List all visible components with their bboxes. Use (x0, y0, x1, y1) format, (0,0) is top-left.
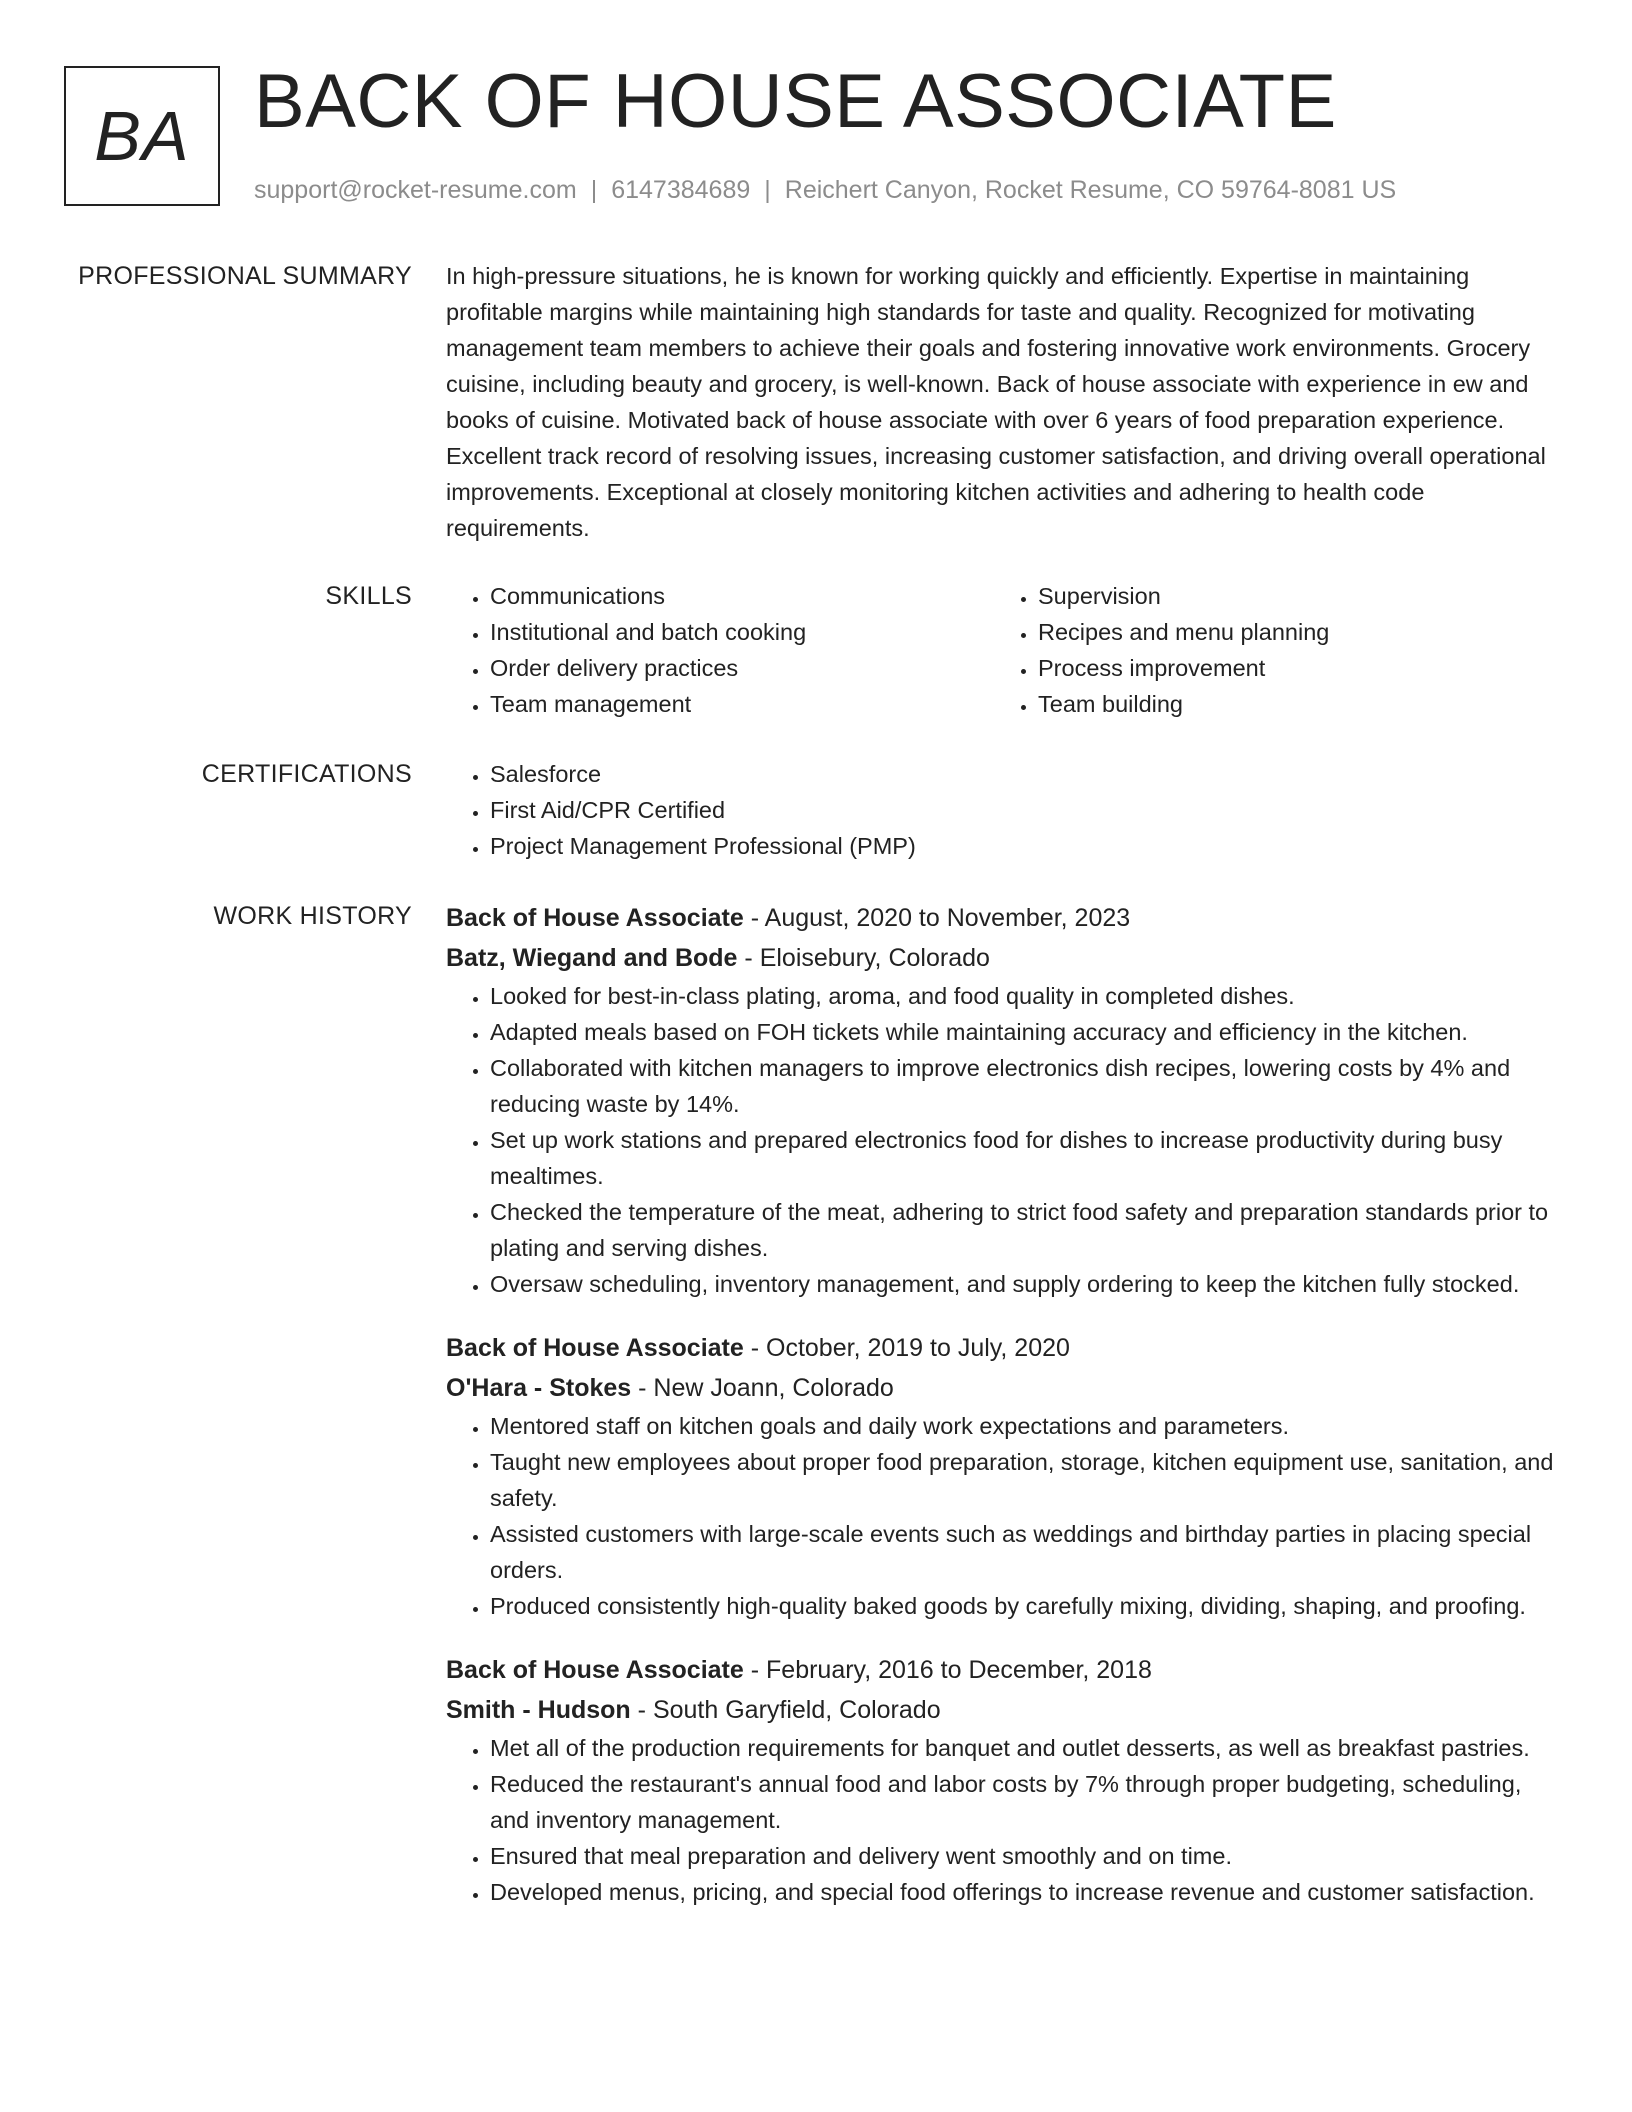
list-item: • Adapted meals based on FOH tickets while maintaining accuracy and efficiency in the kitchen. (490, 1014, 1566, 1050)
list-item: • Project Management Professional (PMP) (490, 828, 1566, 864)
list-item: • Reduced the restaurant's annual food and labor costs by 7% through proper budgeting, scheduling, and inventory management. (490, 1766, 1566, 1838)
list-item: • Oversaw scheduling, inventory management, and supply ordering to keep the kitchen fully stocked. (490, 1266, 1566, 1302)
list-item: • Assisted customers with large-scale events such as weddings and birthday parties in placing special orders. (490, 1516, 1566, 1588)
list-item: • Communications (490, 578, 994, 614)
job-title-line (446, 1328, 1566, 1368)
job-entry (446, 898, 1566, 1302)
list-item: • Looked for best-in-class plating, aroma, and food quality in completed dishes. (490, 978, 1566, 1014)
job-company: O'Hara - Stokes (446, 1374, 632, 1402)
monogram-initials: BA (94, 97, 190, 175)
job-bullets (446, 1408, 1566, 1624)
list-item: • First Aid/CPR Certified (490, 792, 1566, 828)
work-history-body (446, 898, 1566, 1910)
job-dates: October, 2019 to July, 2020 (766, 1334, 1070, 1362)
job-location: Eloisebury, Colorado (759, 944, 990, 972)
list-item: • Developed menus, pricing, and special food offerings to increase revenue and customer satisfaction. (490, 1874, 1566, 1910)
job-company: Batz, Wiegand and Bode (446, 944, 738, 972)
section-label-work-history: WORK HISTORY (213, 902, 412, 930)
job-title: Back of House Associate (446, 1656, 744, 1684)
list-item: • Collaborated with kitchen managers to improve electronics dish recipes, lowering costs by 4% and reducing waste by 14%. (490, 1050, 1566, 1122)
job-location: South Garyfield, Colorado (652, 1696, 941, 1724)
summary-text: In high-pressure situations, he is known for working quickly and efficiently. Expertise in maintaining profitable margins while maintaining high standards for taste and quality. Recognized for motivating management team members to achieve their goals and fostering innovative work environments. Grocery cuisine, including beauty and grocery, is well-known. Back of house associate with experience in ew and books of cuisine. Motivated back of house associate with over 6 years of food preparation experience. Excellent track record of resolving issues, increasing customer satisfaction, and driving overall operational improvements. Exceptional at closely monitoring kitchen activities and adhering to health code requirements. (446, 263, 1546, 541)
job-dates: February, 2016 to December, 2018 (766, 1656, 1152, 1684)
job-company-line (446, 1690, 1566, 1730)
list-item: • Process improvement (1038, 650, 1542, 686)
contact-separator: | (590, 176, 598, 204)
contact-line (254, 172, 1396, 208)
section-label-summary: PROFESSIONAL SUMMARY (78, 262, 412, 290)
resume-title: BACK OF HOUSE ASSOCIATE (254, 59, 1337, 144)
job-company-line (446, 1368, 1566, 1408)
list-item: • Set up work stations and prepared electronics food for dishes to increase productivity during busy mealtimes. (490, 1122, 1566, 1194)
list-item: • Checked the temperature of the meat, adhering to strict food safety and preparation standards prior to plating and serving dishes. (490, 1194, 1566, 1266)
list-item: • Supervision (1038, 578, 1542, 614)
summary-body (446, 258, 1566, 546)
job-entry (446, 1650, 1566, 1910)
job-bullets (446, 1730, 1566, 1910)
skills-body (446, 578, 1566, 722)
job-title-line (446, 1650, 1566, 1690)
job-title-line (446, 898, 1566, 938)
job-dash: - (743, 1656, 767, 1684)
job-dash: - (737, 944, 760, 972)
job-entry (446, 1328, 1566, 1624)
list-item: • Recipes and menu planning (1038, 614, 1542, 650)
list-item: • Ensured that meal preparation and delivery went smoothly and on time. (490, 1838, 1566, 1874)
section-label-certifications: CERTIFICATIONS (201, 760, 412, 788)
list-item: • Order delivery practices (490, 650, 994, 686)
list-item: • Institutional and batch cooking (490, 614, 994, 650)
contact-address: Reichert Canyon, Rocket Resume, CO 59764-8081 US (784, 176, 1397, 204)
section-label-skills: SKILLS (325, 582, 412, 610)
job-title: Back of House Associate (446, 904, 744, 932)
contact-phone: 6147384689 (611, 176, 751, 204)
skills-grid (446, 578, 1566, 722)
job-dash: - (631, 1374, 654, 1402)
contact-separator: | (764, 176, 771, 204)
job-company: Smith - Hudson (446, 1696, 631, 1724)
list-item: • Team management (490, 686, 994, 722)
monogram-box (64, 66, 220, 206)
list-item: • Salesforce (490, 756, 1566, 792)
job-title: Back of House Associate (446, 1334, 744, 1362)
certifications-body (446, 756, 1566, 864)
list-item: • Produced consistently high-quality baked goods by carefully mixing, dividing, shaping, and proofing. (490, 1588, 1566, 1624)
list-item: • Met all of the production requirements for banquet and outlet desserts, as well as breakfast pastries. (490, 1730, 1566, 1766)
job-dash: - (743, 904, 765, 932)
job-company-line (446, 938, 1566, 978)
contact-email: support@rocket-resume.com (254, 176, 577, 204)
job-bullets (446, 978, 1566, 1302)
job-dash: - (630, 1696, 653, 1724)
skills-column-left (446, 578, 994, 722)
job-dates: August, 2020 to November, 2023 (764, 904, 1131, 932)
job-dash: - (743, 1334, 767, 1362)
list-item: • Taught new employees about proper food preparation, storage, kitchen equipment use, sanitation, and safety. (490, 1444, 1566, 1516)
job-location: New Joann, Colorado (653, 1374, 894, 1402)
list-item: • Team building (1038, 686, 1542, 722)
skills-column-right (994, 578, 1542, 722)
list-item: • Mentored staff on kitchen goals and daily work expectations and parameters. (490, 1408, 1566, 1444)
